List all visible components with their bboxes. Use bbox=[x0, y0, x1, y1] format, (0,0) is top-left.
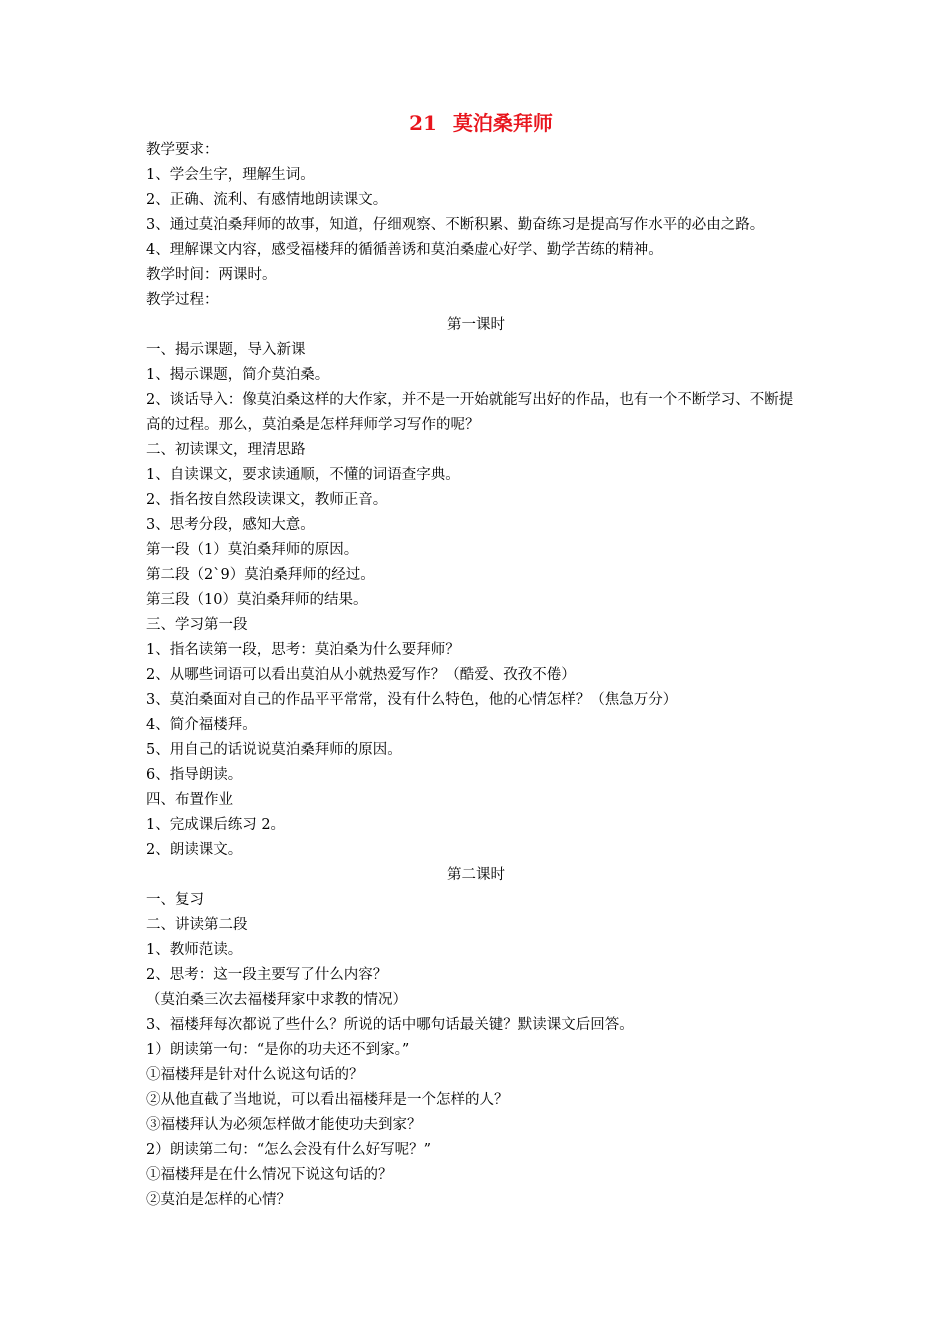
text-line: 6、指导朗读。 bbox=[146, 767, 243, 783]
text-line: 1、揭示课题，简介莫泊桑。 bbox=[146, 367, 330, 383]
text-line: 教学时间：两课时。 bbox=[146, 267, 277, 283]
text-line: ②莫泊是怎样的心情？ bbox=[146, 1192, 291, 1208]
text-line: 2、思考：这一段主要写了什么内容？ bbox=[146, 967, 388, 983]
text-line: 2）朗读第二句：“怎么会没有什么好写呢？” bbox=[146, 1142, 432, 1158]
text-line: 1、完成课后练习 2。 bbox=[146, 817, 286, 833]
lines-part4 bbox=[146, 438, 806, 863]
text-line: 1、教师范读。 bbox=[146, 942, 243, 958]
text-line: 第三段（10）莫泊桑拜师的结果。 bbox=[146, 592, 368, 608]
text-line: 1）朗读第一句：“是你的功夫还不到家。” bbox=[146, 1042, 410, 1058]
text-line: 2、正确、流利、有感情地朗读课文。 bbox=[146, 192, 388, 208]
text-line: 第二段（2`9）莫泊桑拜师的经过。 bbox=[146, 567, 375, 583]
text-line: 2、指名按自然段读课文，教师正音。 bbox=[146, 492, 388, 508]
text-line: 1、自读课文，要求读通顺，不懂的词语查字典。 bbox=[146, 467, 460, 483]
text-line: 二、初读课文，理清思路 bbox=[146, 442, 306, 458]
text-line: （莫泊桑三次去福楼拜家中求教的情况） bbox=[146, 992, 407, 1008]
document-page bbox=[146, 108, 806, 1213]
text-line: 2、从哪些词语可以看出莫泊从小就热爱写作？（酷爱、孜孜不倦） bbox=[146, 667, 576, 683]
document-title bbox=[146, 108, 806, 138]
text-line: 3、思考分段，感知大意。 bbox=[146, 517, 315, 533]
text-line: 3、莫泊桑面对自己的作品平平常常，没有什么特色，他的心情怎样？（焦急万分） bbox=[146, 692, 678, 708]
text-line: 四、布置作业 bbox=[146, 792, 233, 808]
text-line: ①福楼拜是在什么情况下说这句话的？ bbox=[146, 1167, 393, 1183]
requirement-paragraph: 3、通过莫泊桑拜师的故事，知道，仔细观察、不断积累、勤奋练习是提高写作水平的必由之路。 bbox=[146, 217, 765, 233]
text-line: 二、讲读第二段 bbox=[146, 917, 248, 933]
text-line: ①福楼拜是针对什么说这句话的？ bbox=[146, 1067, 364, 1083]
lesson1-heading: 第一课时 bbox=[447, 317, 505, 333]
text-line: 三、学习第一段 bbox=[146, 617, 248, 633]
text-line: 一、揭示课题，导入新课 bbox=[146, 342, 306, 358]
text-line: 1、指名读第一段，思考：莫泊桑为什么要拜师？ bbox=[146, 642, 460, 658]
text-line: 4、简介福楼拜。 bbox=[146, 717, 257, 733]
text-line: 教学过程： bbox=[146, 292, 219, 308]
text-line: 1、学会生字，理解生词。 bbox=[146, 167, 315, 183]
text-line: ②从他直截了当地说，可以看出福楼拜是一个怎样的人？ bbox=[146, 1092, 509, 1108]
lines-part5 bbox=[146, 888, 806, 1213]
lines-part3 bbox=[146, 338, 806, 388]
text-line: 2、朗读课文。 bbox=[146, 842, 243, 858]
text-line: 一、复习 bbox=[146, 892, 204, 908]
title-text: 莫泊桑拜师 bbox=[452, 111, 553, 135]
text-line: 教学要求： bbox=[146, 142, 219, 158]
text-line: 3、福楼拜每次都说了些什么？所说的话中哪句话最关键？默读课文后回答。 bbox=[146, 1017, 634, 1033]
lines-part2 bbox=[146, 238, 806, 313]
text-line: 第一段（1）莫泊桑拜师的原因。 bbox=[146, 542, 359, 558]
title-number: 21 bbox=[409, 111, 437, 135]
text-line: 4、理解课文内容，感受福楼拜的循循善诱和莫泊桑虚心好学、勤学苦练的精神。 bbox=[146, 242, 663, 258]
lines-part1 bbox=[146, 138, 806, 213]
text-line: ③福楼拜认为必须怎样做才能使功夫到家？ bbox=[146, 1117, 422, 1133]
lesson2-heading: 第二课时 bbox=[447, 867, 505, 883]
intro-paragraph: 2、谈话导入：像莫泊桑这样的大作家，并不是一开始就能写出好的作品，也有一个不断学习、不断提高的过程。那么，莫泊桑是怎样拜师学习写作的呢？ bbox=[146, 392, 794, 433]
text-line: 5、用自己的话说说莫泊桑拜师的原因。 bbox=[146, 742, 402, 758]
